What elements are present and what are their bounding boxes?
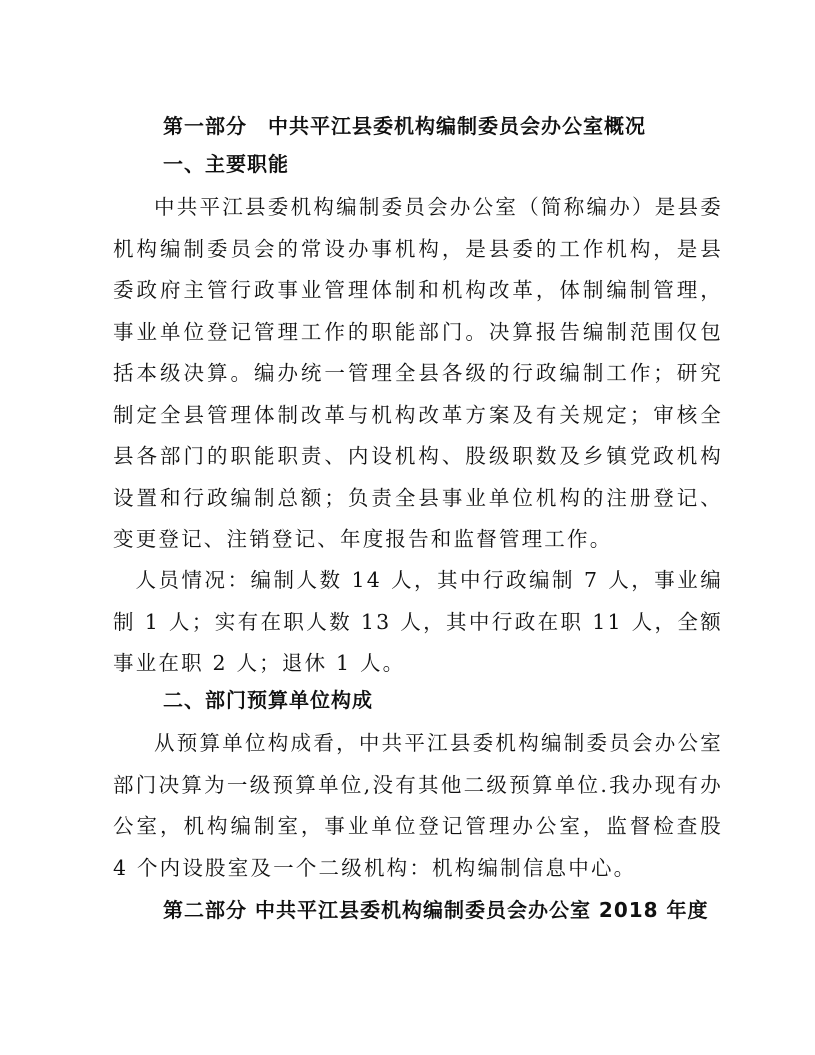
part2-title: 第二部分 中共平江县委机构编制委员会办公室 2018 年度 xyxy=(163,898,709,922)
staff-paragraph: 人员情况：编制人数 14 人，其中行政编制 7 人，事业编制 1 人；实有在职人数 13 人，其中行政在职 11 人，全额事业在职 2 人；退休 1 人。 xyxy=(113,568,723,675)
part1-title: 第一部分 中共平江县委机构编制委员会办公室概况 xyxy=(163,114,646,138)
section1-heading: 一、主要职能 xyxy=(163,152,289,176)
section1-paragraph: 中共平江县委机构编制委员会办公室（简称编办）是县委机构编制委员会的常设办事机构，是县委的工作机构，是县委政府主管行政事业管理体制和机构改革，体制编制管理，事业单位登记管理工作的职能部门。决算报告编制范围仅包括本级决算。编办统一管理全县各级的行政编制工作；研究制定全县管理体制改革与机构改革方案及有关规定；审核全县各部门的职能职责、内设机构、股级职数及乡镇党政机构设置和行政编制总额；负责全县事业单位机构的注册登记、变更登记、注销登记、年度报告和监督管理工作。 xyxy=(113,195,723,551)
section2-paragraph: 从预算单位构成看，中共平江县委机构编制委员会办公室部门决算为一级预算单位,没有其他二级预算单位.我办现有办公室，机构编制室，事业单位登记管理办公室，监督检查股 4 个内设股室及一个二级机构：机构编制信息中心。 xyxy=(113,731,723,880)
section2-heading: 二、部门预算单位构成 xyxy=(163,688,373,712)
